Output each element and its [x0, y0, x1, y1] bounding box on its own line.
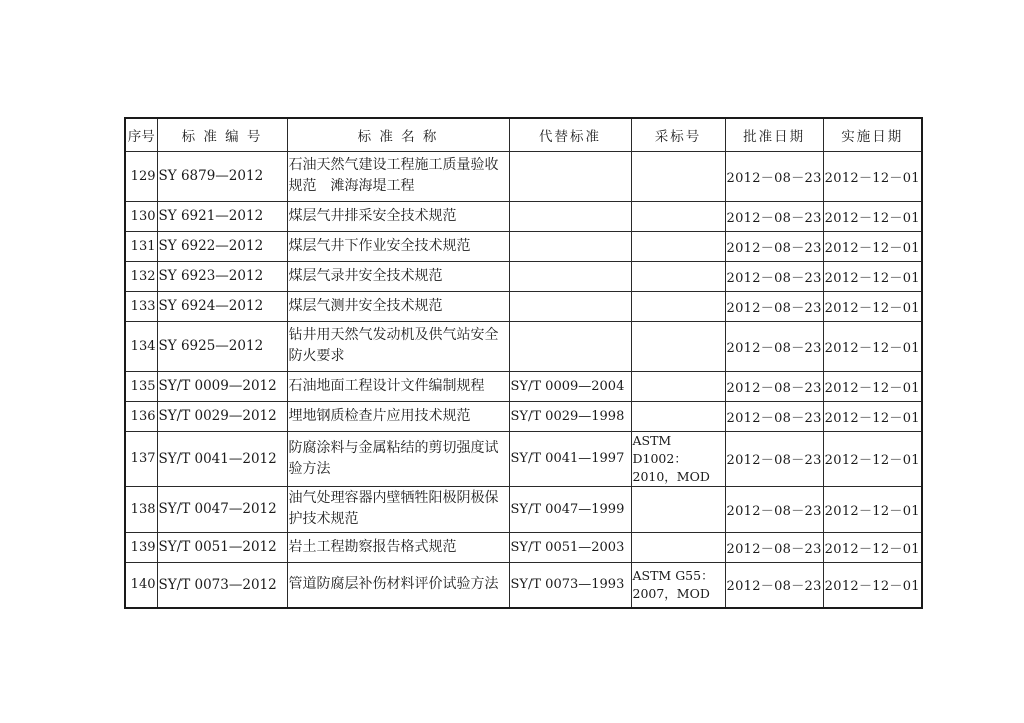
adopted-standard-cell — [631, 321, 725, 371]
table-row — [125, 261, 922, 291]
replaces-cell: SY/T 0041—1997 — [509, 431, 631, 486]
header-name: 标 准 名 称 — [287, 118, 509, 151]
standard-name-cell: 防腐涂料与金属粘结的剪切强度试验方法 — [287, 431, 509, 486]
serial-cell: 140 — [125, 562, 157, 608]
table-row — [125, 371, 922, 401]
standard-name-cell: 石油天然气建设工程施工质量验收规范 滩海海堤工程 — [287, 151, 509, 201]
standard-code-cell: SY 6924—2012 — [157, 291, 287, 321]
header-effective: 实施日期 — [823, 118, 922, 151]
header-adopted: 采标号 — [631, 118, 725, 151]
standard-code-cell: SY 6921—2012 — [157, 201, 287, 231]
standard-code-cell: SY 6879—2012 — [157, 151, 287, 201]
serial-cell: 132 — [125, 261, 157, 291]
replaces-cell: SY/T 0029—1998 — [509, 401, 631, 431]
effective-date-cell: 2012－12－01 — [823, 401, 922, 431]
adopted-standard-cell: ASTM G55：2007，MOD — [631, 562, 725, 608]
standard-code-cell: SY/T 0041—2012 — [157, 431, 287, 486]
replaces-cell — [509, 291, 631, 321]
table-row — [125, 562, 922, 608]
effective-date-cell: 2012－12－01 — [823, 291, 922, 321]
standard-name-cell: 岩土工程勘察报告格式规范 — [287, 532, 509, 562]
standard-name-cell: 埋地钢质检查片应用技术规范 — [287, 401, 509, 431]
standard-name-cell: 钻井用天然气发动机及供气站安全防火要求 — [287, 321, 509, 371]
standard-name-cell: 煤层气测井安全技术规范 — [287, 291, 509, 321]
adopted-standard-cell — [631, 291, 725, 321]
standard-code-cell: SY/T 0009—2012 — [157, 371, 287, 401]
effective-date-cell: 2012－12－01 — [823, 231, 922, 261]
header-row — [125, 118, 922, 151]
replaces-cell: SY/T 0073—1993 — [509, 562, 631, 608]
effective-date-cell: 2012－12－01 — [823, 321, 922, 371]
adopted-standard-cell — [631, 261, 725, 291]
header-serial: 序号 — [125, 118, 157, 151]
effective-date-cell: 2012－12－01 — [823, 532, 922, 562]
replaces-cell — [509, 321, 631, 371]
replaces-cell: SY/T 0051—2003 — [509, 532, 631, 562]
effective-date-cell: 2012－12－01 — [823, 562, 922, 608]
approval-date-cell: 2012－08－23 — [725, 261, 823, 291]
effective-date-cell: 2012－12－01 — [823, 151, 922, 201]
adopted-standard-cell — [631, 532, 725, 562]
replaces-cell — [509, 151, 631, 201]
effective-date-cell: 2012－12－01 — [823, 371, 922, 401]
approval-date-cell: 2012－08－23 — [725, 291, 823, 321]
standard-code-cell: SY 6923—2012 — [157, 261, 287, 291]
serial-cell: 137 — [125, 431, 157, 486]
standard-name-cell: 石油地面工程设计文件编制规程 — [287, 371, 509, 401]
adopted-standard-cell — [631, 201, 725, 231]
effective-date-cell: 2012－12－01 — [823, 431, 922, 486]
approval-date-cell: 2012－08－23 — [725, 562, 823, 608]
replaces-cell: SY/T 0009—2004 — [509, 371, 631, 401]
serial-cell: 133 — [125, 291, 157, 321]
effective-date-cell: 2012－12－01 — [823, 486, 922, 532]
serial-cell: 135 — [125, 371, 157, 401]
approval-date-cell: 2012－08－23 — [725, 231, 823, 261]
adopted-standard-cell — [631, 151, 725, 201]
serial-cell: 139 — [125, 532, 157, 562]
standard-code-cell: SY/T 0029—2012 — [157, 401, 287, 431]
serial-cell: 130 — [125, 201, 157, 231]
standard-name-cell: 管道防腐层补伤材料评价试验方法 — [287, 562, 509, 608]
header-code: 标 准 编 号 — [157, 118, 287, 151]
header-replaces: 代替标准 — [509, 118, 631, 151]
adopted-standard-cell — [631, 486, 725, 532]
table-row — [125, 431, 922, 486]
approval-date-cell: 2012－08－23 — [725, 401, 823, 431]
approval-date-cell: 2012－08－23 — [725, 431, 823, 486]
standard-code-cell: SY 6925—2012 — [157, 321, 287, 371]
table-row — [125, 231, 922, 261]
standard-code-cell: SY/T 0051—2012 — [157, 532, 287, 562]
serial-cell: 138 — [125, 486, 157, 532]
serial-cell: 131 — [125, 231, 157, 261]
table-row — [125, 291, 922, 321]
approval-date-cell: 2012－08－23 — [725, 201, 823, 231]
table-row — [125, 201, 922, 231]
replaces-cell: SY/T 0047—1999 — [509, 486, 631, 532]
approval-date-cell: 2012－08－23 — [725, 151, 823, 201]
approval-date-cell: 2012－08－23 — [725, 532, 823, 562]
approval-date-cell: 2012－08－23 — [725, 486, 823, 532]
serial-cell: 129 — [125, 151, 157, 201]
header-approved: 批准日期 — [725, 118, 823, 151]
standard-code-cell: SY 6922—2012 — [157, 231, 287, 261]
approval-date-cell: 2012－08－23 — [725, 321, 823, 371]
approval-date-cell: 2012－08－23 — [725, 371, 823, 401]
table-row — [125, 486, 922, 532]
serial-cell: 136 — [125, 401, 157, 431]
replaces-cell — [509, 201, 631, 231]
serial-cell: 134 — [125, 321, 157, 371]
table-row — [125, 321, 922, 371]
standard-name-cell: 油气处理容器内壁牺牲阳极阴极保护技术规范 — [287, 486, 509, 532]
adopted-standard-cell — [631, 401, 725, 431]
standard-name-cell: 煤层气井排采安全技术规范 — [287, 201, 509, 231]
table-row — [125, 151, 922, 201]
replaces-cell — [509, 231, 631, 261]
adopted-standard-cell — [631, 371, 725, 401]
effective-date-cell: 2012－12－01 — [823, 201, 922, 231]
standard-name-cell: 煤层气录井安全技术规范 — [287, 261, 509, 291]
standard-code-cell: SY/T 0073—2012 — [157, 562, 287, 608]
replaces-cell — [509, 261, 631, 291]
table-row — [125, 401, 922, 431]
standard-code-cell: SY/T 0047—2012 — [157, 486, 287, 532]
adopted-standard-cell — [631, 231, 725, 261]
standards-table — [124, 117, 923, 609]
standard-name-cell: 煤层气井下作业安全技术规范 — [287, 231, 509, 261]
effective-date-cell: 2012－12－01 — [823, 261, 922, 291]
table-row — [125, 532, 922, 562]
adopted-standard-cell: ASTM D1002：2010，MOD — [631, 431, 725, 486]
